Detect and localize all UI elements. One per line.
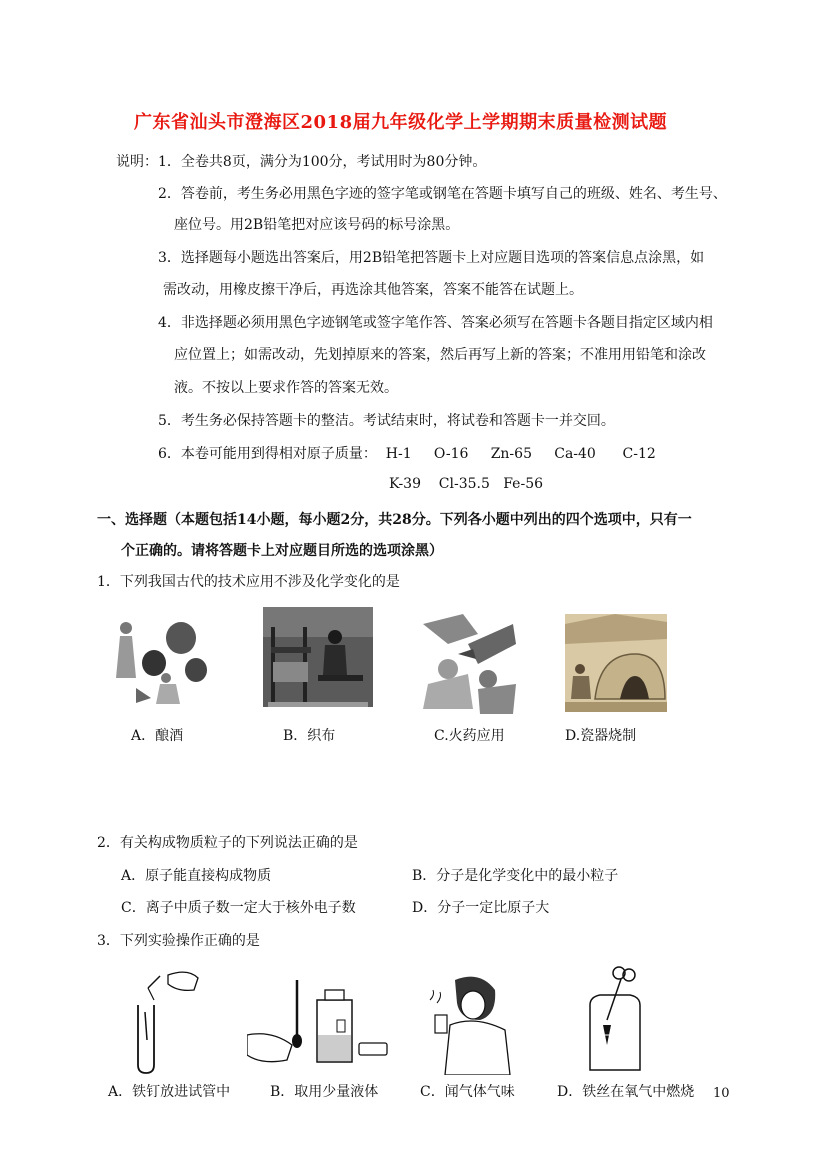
instruction-line: 1．全卷共8页，满分为100分，考试用时为80分钟。 — [158, 154, 487, 170]
instruction-line: 4．非选择题必须用黑色字迹钢笔或签字笔作答、答案必须写在答题卡各题目指定区域内相 — [158, 315, 713, 331]
question-stem: 2．有关构成物质粒子的下列说法正确的是 — [97, 835, 358, 851]
option-c: C.火药应用 — [434, 728, 505, 744]
option-a: A．原子能直接构成物质 — [121, 868, 272, 884]
instruction-line: 3．选择题每小题选出答案后，用2B铅笔把答题卡上对应题目选项的答案信息点涂黑，如 — [158, 250, 705, 266]
option-c: C．离子中质子数一定大于核外电子数 — [121, 900, 356, 916]
iron-wire-combustion-illustration — [585, 965, 645, 1075]
section-heading-cont: 个正确的。请将答题卡上对应题目所选的选项涂黑） — [121, 543, 443, 559]
instruction-line: 2．答卷前，考生务必用黑色字迹的签字笔或钢笔在答题卡填写自己的班级、姓名、考生号、 — [158, 186, 727, 202]
instructions-lead: 说明： — [116, 154, 158, 170]
option-a: A．酿酒 — [131, 728, 184, 744]
instruction-line: 需改动，用橡皮擦干净后，再选涂其他答案，答案不能答在试题上。 — [163, 282, 583, 298]
test-tube-nail-illustration — [128, 970, 208, 1075]
question-stem: 3．下列实验操作正确的是 — [97, 933, 260, 949]
option-b: B．织布 — [283, 728, 336, 744]
weaving-loom-illustration — [263, 607, 373, 707]
page-title: 广东省汕头市澄海区2018届九年级化学上学期期末质量检测试题 — [134, 112, 668, 133]
gunpowder-illustration — [418, 614, 520, 714]
option-a: A．铁钉放进试管中 — [108, 1084, 231, 1100]
instruction-line: 5．考生务必保持答题卡的整洁。考试结束时，将试卷和答题卡一并交回。 — [158, 413, 615, 429]
instruction-line: 液。不按以上要求作答的答案无效。 — [174, 380, 398, 396]
question-stem: 1．下列我国古代的技术应用不涉及化学变化的是 — [97, 574, 400, 590]
dropper-liquid-illustration — [247, 975, 392, 1070]
porcelain-kiln-illustration — [565, 614, 667, 712]
smelling-gas-illustration — [425, 975, 515, 1075]
option-d: D．分子一定比原子大 — [412, 900, 550, 916]
instruction-line: 座位号。用2B铅笔把对应该号码的标号涂黑。 — [174, 217, 460, 233]
instruction-line: 6．本卷可能用到得相对原子质量： H-1 O-16 Zn-65 Ca-40 C-12 — [158, 446, 656, 462]
option-c: C．闻气体气味 — [420, 1084, 515, 1100]
option-d: D．铁丝在氧气中燃烧 — [557, 1084, 695, 1100]
brewing-illustration — [106, 608, 216, 708]
option-b: B．分子是化学变化中的最小粒子 — [412, 868, 619, 884]
instruction-line: 应位置上；如需改动，先划掉原来的答案，然后再写上新的答案；不准用用铅笔和涂改 — [174, 347, 706, 363]
option-d: D.瓷器烧制 — [565, 728, 637, 744]
option-b: B．取用少量液体 — [270, 1084, 379, 1100]
section-heading: 一、选择题（本题包括14小题，每小题2分，共28分。下列各小题中列出的四个选项中，只有一 — [97, 512, 692, 528]
instruction-line: K-39 Cl-35.5 Fe-56 — [389, 476, 544, 492]
page-number: 10 — [713, 1086, 730, 1101]
